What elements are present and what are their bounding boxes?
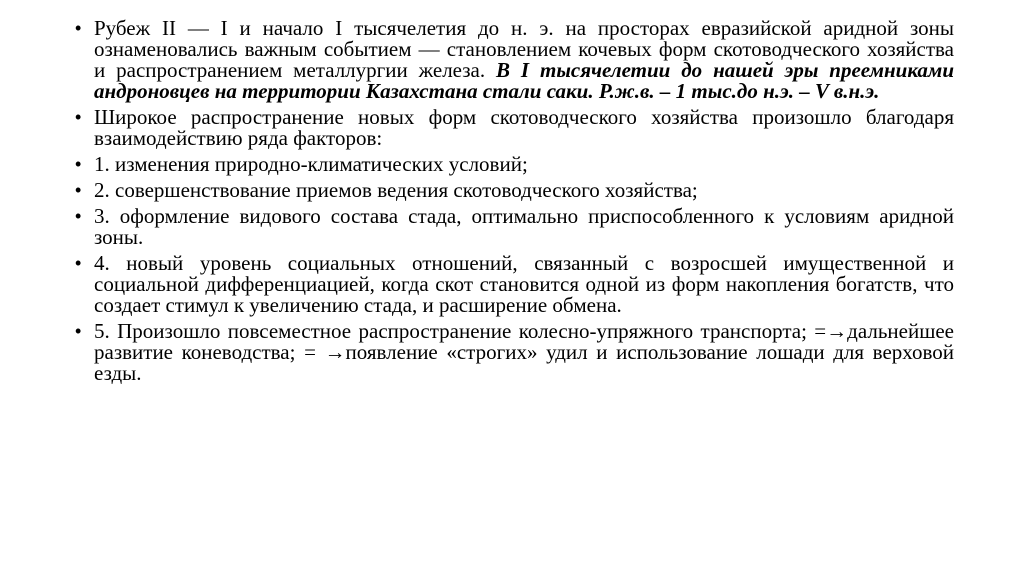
bullet-item-4 <box>76 180 954 201</box>
bullet-item-7 <box>76 321 954 384</box>
bullet-text: 2. совершенствование приемов ведения скотоводческого хозяйства; <box>94 178 698 202</box>
bullet-text: Рубеж II — I и начало I тысячелетия до н. э. на просторах евразийской аридной зоны ознаменовались важным событием — становлением кочевых форм скотоводческого хозяйства и распространением металлургии железа. <box>94 16 954 82</box>
bullet-text: Широкое распространение новых форм скотоводческого хозяйства произошло благодаря взаимодействию ряда факторов: <box>94 105 954 150</box>
bullet-item-1 <box>76 18 954 102</box>
bullet-text: 1. изменения природно-климатических условий; <box>94 152 528 176</box>
bullet-item-2 <box>76 107 954 149</box>
bullet-emphasis-text: В I тысячелетии до нашей эры преемниками андроновцев на территории Казахстана стали саки. Р.ж.в. – 1 тыс.до н.э. – V в.н.э. <box>94 58 955 103</box>
bullet-list <box>76 18 954 384</box>
bullet-text: 5. Произошло повсеместное распространение колесно-упряжного транспорта; =→дальнейшее развитие коневодства; = →появление «строгих» удил и использование лошади для верховой езды. <box>94 319 954 385</box>
bullet-text: 3. оформление видового состава стада, оптимально приспособленного к условиям аридной зоны. <box>94 204 954 249</box>
bullet-text: 4. новый уровень социальных отношений, связанный с возросшей имущественной и социальной дифференциацией, когда скот становится одной из форм накопления богатств, что создает стимул к увеличению стада, и расширение обмена. <box>94 251 954 317</box>
bullet-item-6 <box>76 253 954 316</box>
bullet-item-5 <box>76 206 954 248</box>
bullet-item-3 <box>76 154 954 175</box>
